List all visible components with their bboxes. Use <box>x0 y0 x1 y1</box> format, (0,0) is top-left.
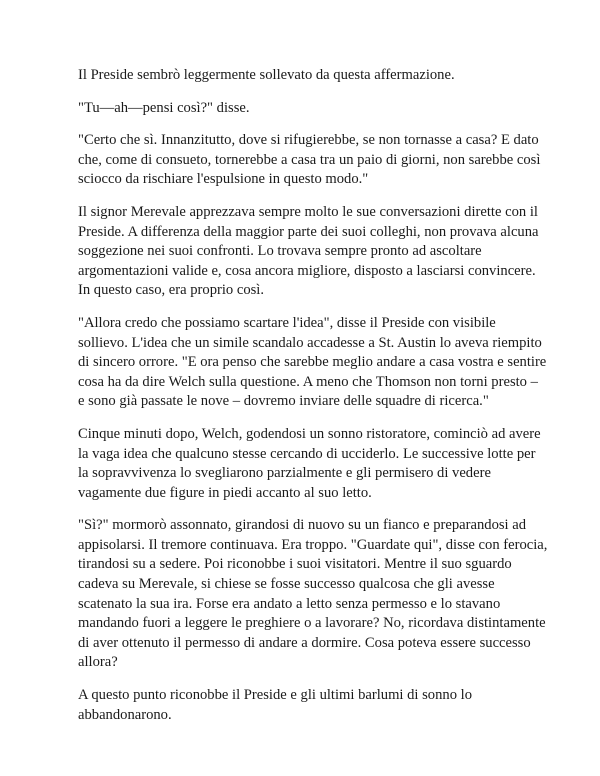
paragraph: "Tu—ah—pensi così?" disse. <box>78 99 250 116</box>
paragraph: "Sì?" mormorò assonnato, girandosi di nuovo su un fianco e preparandosi ad appisolarsi. Il tremore continuava. Era troppo. "Guardate qui", disse con ferocia, tirandosi su a sedere. Poi riconobbe i suoi visitatori. Mentre il suo sguardo cadeva su Merevale, si chiese se fosse successo qualcosa che gli avesse scatenato la sua ira. Forse era andato a letto senza permesso e lo stavano mandando fuori a leggere le preghiere o a lavorare? No, ricordava distintamente di aver ottenuto il permesso di andare a dormire. Cosa poteva essere successo allora? <box>78 517 548 671</box>
paragraph: Cinque minuti dopo, Welch, godendosi un sonno ristoratore, cominciò ad avere la vaga idea che qualcuno stesse cercando di ucciderlo. Le successive lotte per la sopravvivenza lo svegliarono parzialmente e gli permisero di vedere vagamente due figure in piedi accanto al suo letto. <box>78 425 541 501</box>
paragraph: A questo punto riconobbe il Preside e gli ultimi barlumi di sonno lo abbandonarono. <box>78 687 472 723</box>
paragraph: "Allora credo che possiamo scartare l'idea", disse il Preside con visibile sollievo. L'idea che un simile scandalo accadesse a St. Austin lo aveva riempito di sincero orrore. "E ora penso che sarebbe meglio andare a casa vostra e sentire cosa ha da dire Welch sulla questione. A meno che Thomson non torni presto – e sono già passate le nove – dovremo inviare delle squadre di ricerca." <box>78 314 547 410</box>
paragraph: "Certo che sì. Innanzitutto, dove si rifugierebbe, se non tornasse a casa? E dato che, come di consueto, tornerebbe a casa tra un paio di giorni, non sarebbe così sciocco da rischiare l'espulsione in questo modo." <box>78 132 541 188</box>
body-text <box>78 66 548 738</box>
paragraph: Il signor Merevale apprezzava sempre molto le sue conversazioni dirette con il Preside. A differenza della maggior parte dei suoi colleghi, non provava alcuna soggezione nei suoi confronti. Lo trovava sempre pronto ad ascoltare argomentazioni valide e, cosa ancora migliore, disposto a lasciarsi convincere. In questo caso, era proprio così. <box>78 203 539 299</box>
paragraph: Il Preside sembrò leggermente sollevato da questa affermazione. <box>78 67 455 83</box>
